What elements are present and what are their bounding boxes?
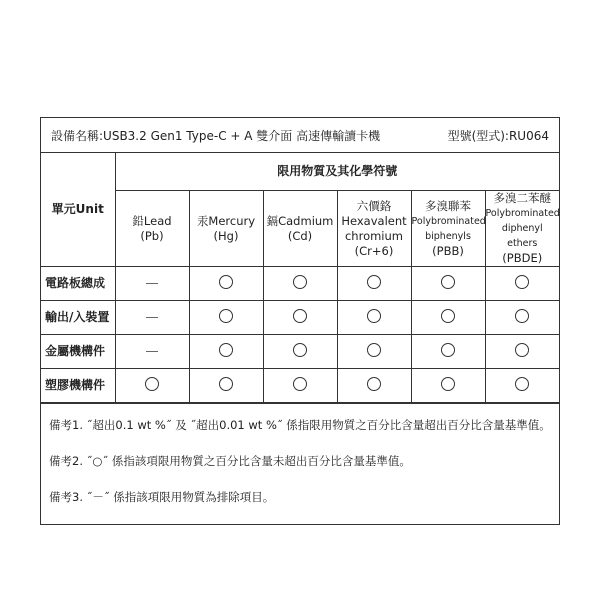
circle-icon [219,377,233,391]
mark-cell [115,369,189,403]
circle-icon [219,309,233,323]
row-unit: 金屬機構件 [41,335,115,369]
substance-name: 鎘Cadmium [266,213,334,228]
mark-cell [411,369,485,403]
dash-icon [146,283,158,284]
mark-cell [485,335,559,369]
mark-cell [485,267,559,301]
substance-table [41,153,559,403]
circle-icon [293,309,307,323]
circle-icon [219,343,233,357]
circle-icon [515,377,529,391]
circle-icon [293,377,307,391]
row-unit: 塑膠機構件 [41,369,115,403]
mark-cell [115,301,189,335]
mark-cell [337,369,411,403]
substance-english: biphenyls [425,230,471,242]
table-row [41,335,559,369]
circle-icon [293,343,307,357]
circle-icon [515,343,529,357]
rohs-declaration [40,117,560,525]
substance-header [115,191,189,267]
substance-header [263,191,337,267]
circle-icon [367,377,381,391]
dash-icon [146,351,158,352]
substance-name: 六價鉻 [356,198,392,213]
substance-symbol: (Hg) [213,228,239,243]
mark-cell [189,301,263,335]
mark-cell [263,267,337,301]
circle-icon [367,275,381,289]
mark-cell [411,301,485,335]
substance-symbol: (Cr+6) [354,243,394,258]
mark-cell [337,267,411,301]
circle-icon [367,343,381,357]
substance-english: diphenyl ethers [501,223,543,249]
mark-cell [485,301,559,335]
device-name: 設備名稱:USB3.2 Gen1 Type-C + A 雙介面 高速傳輸讀卡機 [51,128,381,143]
restricted-header: 限用物質及其化學符號 [115,153,559,191]
row-unit: 電路板總成 [41,267,115,301]
substance-english: Hexavalent [341,213,407,228]
mark-cell [337,335,411,369]
circle-icon [145,377,159,391]
mark-cell [189,335,263,369]
note-2: 備考2. ˝○˝ 係指該項限用物質之百分比含量未超出百分比含量基準值。 [49,454,411,468]
mark-cell [485,369,559,403]
mark-cell [411,267,485,301]
substance-header [485,191,559,267]
substance-header [189,191,263,267]
row-unit: 輸出/入裝置 [41,301,115,335]
table-row [41,301,559,335]
mark-cell [411,335,485,369]
circle-icon [441,309,455,323]
note-1: 備考1. ˝超出0.1 wt %˝ 及 ˝超出0.01 wt %˝ 係指限用物質之百分比含量超出百分比含量基準值。 [49,418,551,432]
circle-icon [515,309,529,323]
mark-cell [189,369,263,403]
mark-cell [263,301,337,335]
substance-name: 多溴二苯醚 [493,191,551,205]
substance-symbol: (PBB) [432,243,464,258]
dash-icon [146,317,158,318]
circle-icon [515,275,529,289]
model-number: 型號(型式):RU064 [447,128,549,143]
circle-icon [441,343,455,357]
note-3: 備考3. ˝－˝ 係指該項限用物質為排除項目。 [49,490,275,504]
substance-symbol: (Pb) [140,228,164,243]
substance-symbol: (Cd) [287,228,313,243]
circle-icon [219,275,233,289]
substance-name: 鉛Lead [132,213,172,228]
notes [41,403,559,524]
mark-cell [189,267,263,301]
substance-english: Polybrominated [485,208,560,219]
table-row [41,369,559,403]
substance-header [337,191,411,267]
mark-cell [115,267,189,301]
substance-name: 多溴聯苯 [425,198,471,213]
mark-cell [263,335,337,369]
circle-icon [441,275,455,289]
substance-english: chromium [344,228,403,243]
title-row [41,118,559,153]
circle-icon [441,377,455,391]
unit-header: 單元Unit [41,153,115,267]
mark-cell [337,301,411,335]
circle-icon [293,275,307,289]
substance-header [411,191,485,267]
substance-symbol: (PBDE) [502,251,543,265]
substance-english: Polybrominated [411,215,486,227]
circle-icon [367,309,381,323]
mark-cell [115,335,189,369]
mark-cell [263,369,337,403]
table-row [41,267,559,301]
substance-name: 汞Mercury [196,213,256,228]
